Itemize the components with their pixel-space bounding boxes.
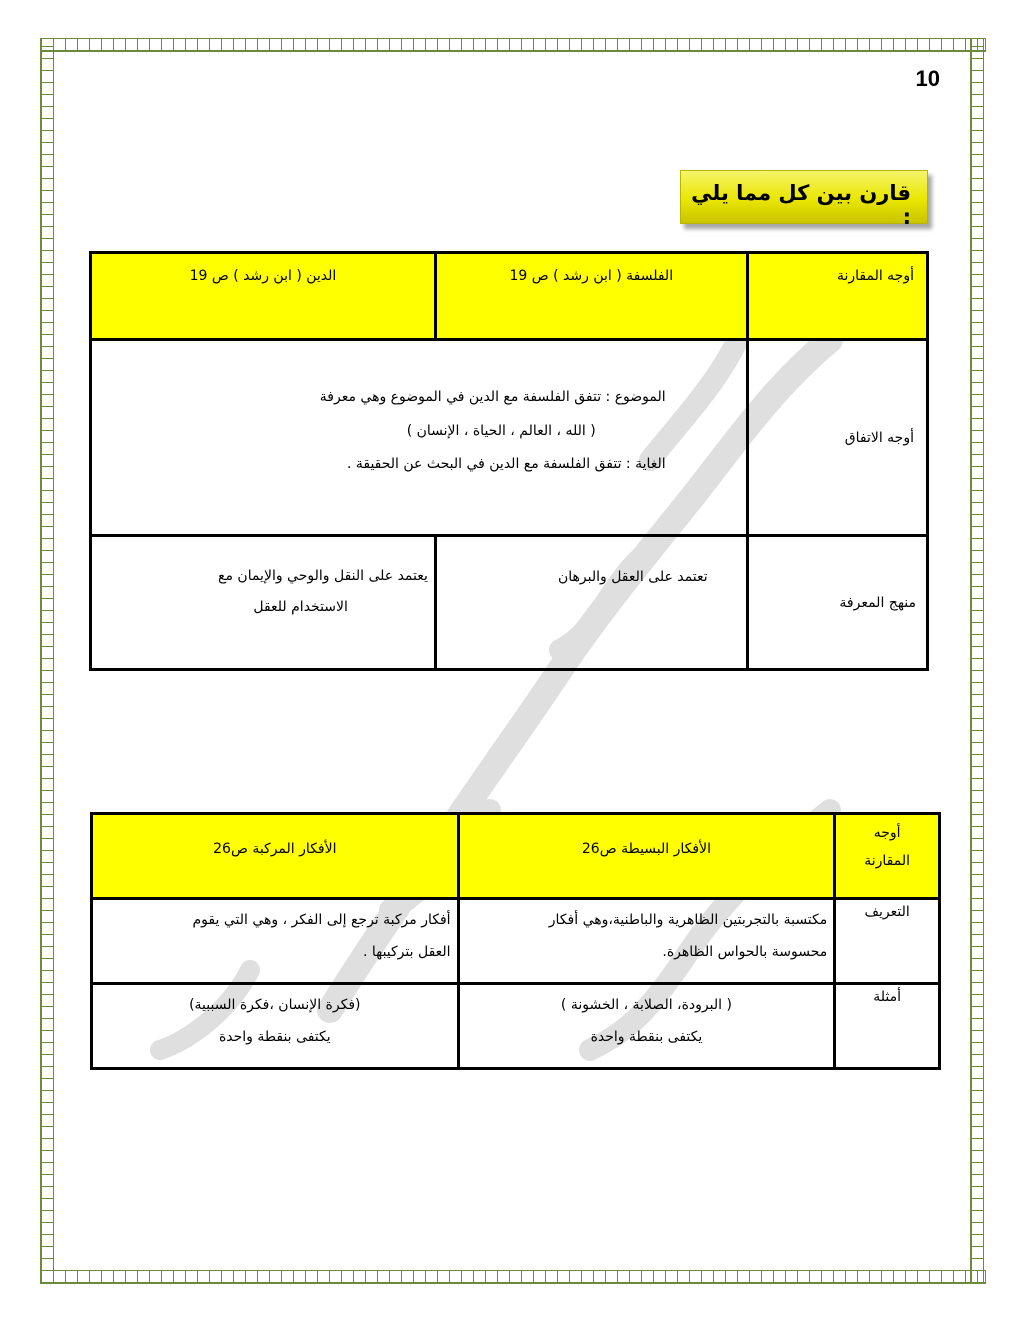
method-religion-line-2: الاستخدام للعقل [253, 598, 348, 615]
examples-complex-line-2: يكتفى بنقطة واحدة [218, 1029, 331, 1046]
method-philosophy [435, 536, 747, 670]
row-label-definition [835, 899, 940, 984]
row-label-agreement-text: أوجه الاتفاق [844, 429, 914, 446]
definition-complex-line-2: العقل بتركيبها . [362, 944, 451, 961]
row-label-examples [835, 984, 940, 1069]
table-row-agreement [91, 340, 928, 536]
page-border-right [970, 38, 984, 1284]
page-number: 10 [915, 66, 940, 91]
table-header-row [91, 253, 928, 340]
table-header-row [92, 814, 940, 899]
definition-complex [92, 899, 459, 984]
method-philosophy-text: تعتمد على العقل والبرهان [557, 569, 708, 585]
definition-simple [458, 899, 835, 984]
header-complex-ideas [92, 814, 459, 899]
definition-simple-line-1: مكتسبة بالتجربتين الظاهرية والباطنية،وهي أفكار [548, 912, 828, 928]
row-label-agreement [747, 340, 927, 536]
header-religion [91, 253, 436, 340]
examples-complex-line-1: (فكرة الإنسان ،فكرة السببية) [189, 997, 361, 1013]
agreement-content [91, 340, 748, 536]
table-row-method [91, 536, 928, 670]
row-label-method [747, 536, 927, 670]
section-heading: قارن بين كل مما يلي : [680, 170, 928, 224]
examples-complex [92, 984, 459, 1069]
definition-simple-line-2: محسوسة بالحواس الظاهرة. [662, 944, 828, 961]
examples-simple-line-1: ( البرودة، الصلابة ، الخشونة ) [560, 997, 732, 1013]
row-label-examples-text: أمثلة [873, 989, 902, 1005]
header-aspect-line-2: المقارنة [864, 853, 911, 869]
row-label-definition-text: التعريف [864, 904, 910, 920]
row-label-method-text: منهج المعرفة [839, 594, 916, 611]
header-simple-ideas [458, 814, 835, 899]
header-philosophy [435, 253, 747, 340]
header-aspect [747, 253, 927, 340]
header-aspect [835, 814, 940, 899]
page-border-left [40, 38, 54, 1284]
header-complex-ideas-text: الأفكار المركبة ص26 [213, 841, 337, 857]
page-border-bottom [40, 1270, 986, 1284]
table-row-definition [92, 899, 940, 984]
method-religion-line-1: يعتمد على النقل والوحي والإيمان مع [218, 568, 428, 584]
agreement-line-2: ( الله ، العالم ، الحياة ، الإنسان ) [406, 422, 596, 439]
header-simple-ideas-text: الأفكار البسيطة ص26 [581, 841, 711, 857]
definition-complex-line-1: أفكار مركبة ترجع إلى الفكر ، وهي التي يقوم [192, 912, 451, 928]
page-border-top [40, 38, 986, 52]
header-aspect-text: أوجه المقارنة [836, 268, 914, 284]
method-religion [91, 536, 436, 670]
examples-simple [458, 984, 835, 1069]
agreement-line-3: الغاية : تتفق الفلسفة مع الدين في البحث عن الحقيقة . [346, 456, 666, 473]
comparison-table-simple-complex-ideas [90, 812, 941, 1070]
comparison-table-philosophy-religion [89, 251, 929, 671]
agreement-line-1: الموضوع : تتفق الفلسفة مع الدين في الموضوع وهي معرفة [319, 389, 666, 405]
table-row-examples [92, 984, 940, 1069]
header-philosophy-text: الفلسفة ( ابن رشد ) ص 19 [509, 268, 674, 284]
header-religion-text: الدين ( ابن رشد ) ص 19 [189, 268, 337, 284]
examples-simple-line-2: يكتفى بنقطة واحدة [590, 1029, 703, 1046]
header-aspect-line-1: أوجه [873, 825, 901, 841]
